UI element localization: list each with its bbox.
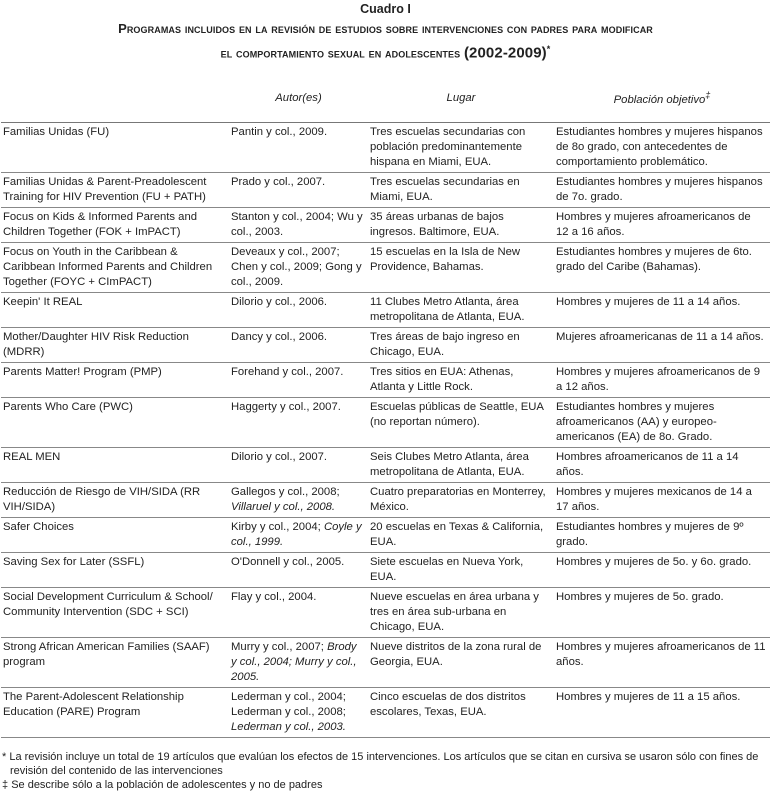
title-years: (2002-2009)	[463, 44, 547, 62]
author-cell	[229, 638, 368, 688]
author-cell	[229, 328, 368, 363]
program-cell: Safer Choices	[1, 518, 229, 553]
author-text: O'Donnell y col., 2005.	[231, 556, 345, 569]
author-cell	[229, 363, 368, 398]
table-row	[1, 483, 770, 518]
author-text: Forehand y col., 2007.	[231, 366, 344, 379]
table-row	[1, 208, 770, 243]
place-cell: Cinco escuelas de dos distritos escolares, Texas, EUA.	[368, 688, 554, 738]
author-text: Deveaux y col., 2007; Chen y col., 2009; Gong y col., 2009.	[231, 246, 362, 289]
place-cell: Nueve escuelas en área urbana y tres en área sub-urbana en Chicago, EUA.	[368, 588, 554, 638]
author-text: Haggerty y col., 2007.	[231, 401, 341, 414]
author-text: Prado y col., 2007.	[231, 176, 326, 189]
program-cell: Social Development Curriculum & School/ Community Intervention (SDC + SCI)	[1, 588, 229, 638]
author-italic-text: Brody y col., 2004; Murry y col., 2005.	[231, 641, 357, 684]
population-cell: Hombres y mujeres de 5o. y 6o. grado.	[554, 553, 770, 588]
population-cell: Hombres y mujeres de 5o. grado.	[554, 588, 770, 638]
footnotes	[2, 750, 771, 792]
population-cell: Hombres y mujeres afroamericanos de 11 años.	[554, 638, 770, 688]
header-place: Lugar	[368, 85, 554, 122]
author-text: Lederman y col., 2004; Lederman y col., 2008;	[231, 691, 346, 719]
table-row	[1, 688, 770, 738]
program-cell: Keepin' It REAL	[1, 293, 229, 328]
table-header-row	[1, 85, 770, 122]
header-population	[554, 85, 770, 122]
table-row	[1, 638, 770, 688]
program-cell: Parents Matter! Program (PMP)	[1, 363, 229, 398]
place-cell: 20 escuelas en Texas & California, EUA.	[368, 518, 554, 553]
program-cell: Familias Unidas & Parent-Preadolescent Training for HIV Prevention (FU + PATH)	[1, 173, 229, 208]
table-row	[1, 123, 770, 173]
population-cell: Hombres afroamericanos de 11 a 14 años.	[554, 448, 770, 483]
program-cell: Focus on Kids & Informed Parents and Children Together (FOK + ImPACT)	[1, 208, 229, 243]
table-row	[1, 328, 770, 363]
author-italic-text: Lederman y col., 2003.	[231, 721, 346, 734]
author-cell	[229, 553, 368, 588]
place-cell: 35 áreas urbanas de bajos ingresos. Baltimore, EUA.	[368, 208, 554, 243]
population-cell: Estudiantes hombres y mujeres de 9º grado.	[554, 518, 770, 553]
population-cell: Estudiantes hombres y mujeres hispanos de 7o. grado.	[554, 173, 770, 208]
author-text: Stanton y col., 2004; Wu y col., 2003.	[231, 211, 363, 239]
place-cell: Tres escuelas secundarias con población predominantemente hispana en Miami, EUA.	[368, 123, 554, 173]
population-cell: Hombres y mujeres de 11 a 15 años.	[554, 688, 770, 738]
author-text: Kirby y col., 2004;	[231, 521, 324, 534]
header-population-label: Población objetivo	[613, 94, 706, 107]
title-footnote-mark: *	[546, 44, 551, 54]
footnote-text: Se describe sólo a la población de adolescentes y no de padres	[11, 779, 323, 792]
author-text: Dancy y col., 2006.	[231, 331, 328, 344]
title-line-1: Programas incluidos en la revisión de estudios sobre intervenciones con padres para modificar	[118, 21, 653, 36]
program-cell: Focus on Youth in the Caribbean & Caribbean Informed Parents and Children Together (FOYC + CImPACT)	[1, 243, 229, 293]
place-cell: Cuatro preparatorias en Monterrey, México.	[368, 483, 554, 518]
place-cell: Nueve distritos de la zona rural de Georgia, EUA.	[368, 638, 554, 688]
author-italic-text: Coyle y col., 1999.	[231, 521, 362, 549]
place-cell: 11 Clubes Metro Atlanta, área metropolitana de Atlanta, EUA.	[368, 293, 554, 328]
author-cell	[229, 518, 368, 553]
table-row	[1, 553, 770, 588]
table-row	[1, 243, 770, 293]
program-cell: Reducción de Riesgo de VIH/SIDA (RR VIH/SIDA)	[1, 483, 229, 518]
table-row	[1, 588, 770, 638]
author-cell	[229, 173, 368, 208]
population-cell: Hombres y mujeres afroamericanos de 12 a 16 años.	[554, 208, 770, 243]
author-cell	[229, 293, 368, 328]
table-row	[1, 363, 770, 398]
place-cell: Tres sitios en EUA: Athenas, Atlanta y Little Rock.	[368, 363, 554, 398]
author-cell	[229, 483, 368, 518]
author-text: Flay y col., 2004.	[231, 591, 317, 604]
table-title	[0, 18, 771, 63]
header-population-mark: ‡	[705, 90, 711, 101]
author-cell	[229, 448, 368, 483]
place-cell: Siete escuelas en Nueva York, EUA.	[368, 553, 554, 588]
footnote	[2, 778, 771, 792]
table-row	[1, 398, 770, 448]
place-cell: Seis Clubes Metro Atlanta, área metropolitana de Atlanta, EUA.	[368, 448, 554, 483]
table-row	[1, 518, 770, 553]
program-cell: Saving Sex for Later (SSFL)	[1, 553, 229, 588]
author-italic-text: Villaruel y col., 2008.	[231, 501, 336, 514]
place-cell: 15 escuelas en la Isla de New Providence, Bahamas.	[368, 243, 554, 293]
author-text: Dilorio y col., 2007.	[231, 451, 328, 464]
author-cell	[229, 123, 368, 173]
footnote	[2, 750, 771, 778]
author-text: Murry y col., 2007;	[231, 641, 328, 654]
program-cell: Parents Who Care (PWC)	[1, 398, 229, 448]
place-cell: Tres escuelas secundarias en Miami, EUA.	[368, 173, 554, 208]
title-line-2: el comportamiento sexual en adolescentes	[220, 45, 461, 61]
place-cell: Tres áreas de bajo ingreso en Chicago, EUA.	[368, 328, 554, 363]
table-number: Cuadro I	[360, 2, 411, 16]
header-author: Autor(es)	[229, 85, 368, 122]
program-cell: REAL MEN	[1, 448, 229, 483]
program-cell: The Parent-Adolescent Relationship Education (PARE) Program	[1, 688, 229, 738]
population-cell: Estudiantes hombres y mujeres afroamericanos (AA) y europeo-americanos (EA) de 8o. Grado.	[554, 398, 770, 448]
table-row	[1, 448, 770, 483]
population-cell: Hombres y mujeres afroamericanos de 9 a 12 años.	[554, 363, 770, 398]
header-program	[1, 85, 229, 122]
programs-table	[1, 85, 770, 738]
program-cell: Strong African American Families (SAAF) program	[1, 638, 229, 688]
author-cell	[229, 688, 368, 738]
program-cell: Familias Unidas (FU)	[1, 123, 229, 173]
footnote-text: La revisión incluye un total de 19 artículos que evalúan los efectos de 15 intervenciones. Los artículos que se citan en cursiva se usaron sólo con fines de revisión del contenido de las intervenciones	[9, 751, 759, 778]
population-cell: Hombres y mujeres de 11 a 14 años.	[554, 293, 770, 328]
footnote-mark: *	[2, 751, 7, 764]
author-cell	[229, 243, 368, 293]
place-cell: Escuelas públicas de Seattle, EUA (no reportan número).	[368, 398, 554, 448]
author-cell	[229, 398, 368, 448]
author-text: Dilorio y col., 2006.	[231, 296, 328, 309]
author-text: Pantin y col., 2009.	[231, 126, 328, 139]
footnote-mark: ‡	[2, 779, 9, 792]
population-cell: Mujeres afroamericanas de 11 a 14 años.	[554, 328, 770, 363]
author-text: Gallegos y col., 2008;	[231, 486, 340, 499]
population-cell: Estudiantes hombres y mujeres de 6to. grado del Caribe (Bahamas).	[554, 243, 770, 293]
population-cell: Estudiantes hombres y mujeres hispanos de 8o grado, con antecedentes de comportamiento problemático.	[554, 123, 770, 173]
program-cell: Mother/Daughter HIV Risk Reduction (MDRR)	[1, 328, 229, 363]
population-cell: Hombres y mujeres mexicanos de 14 a 17 años.	[554, 483, 770, 518]
table-row	[1, 173, 770, 208]
author-cell	[229, 208, 368, 243]
author-cell	[229, 588, 368, 638]
table-row	[1, 293, 770, 328]
